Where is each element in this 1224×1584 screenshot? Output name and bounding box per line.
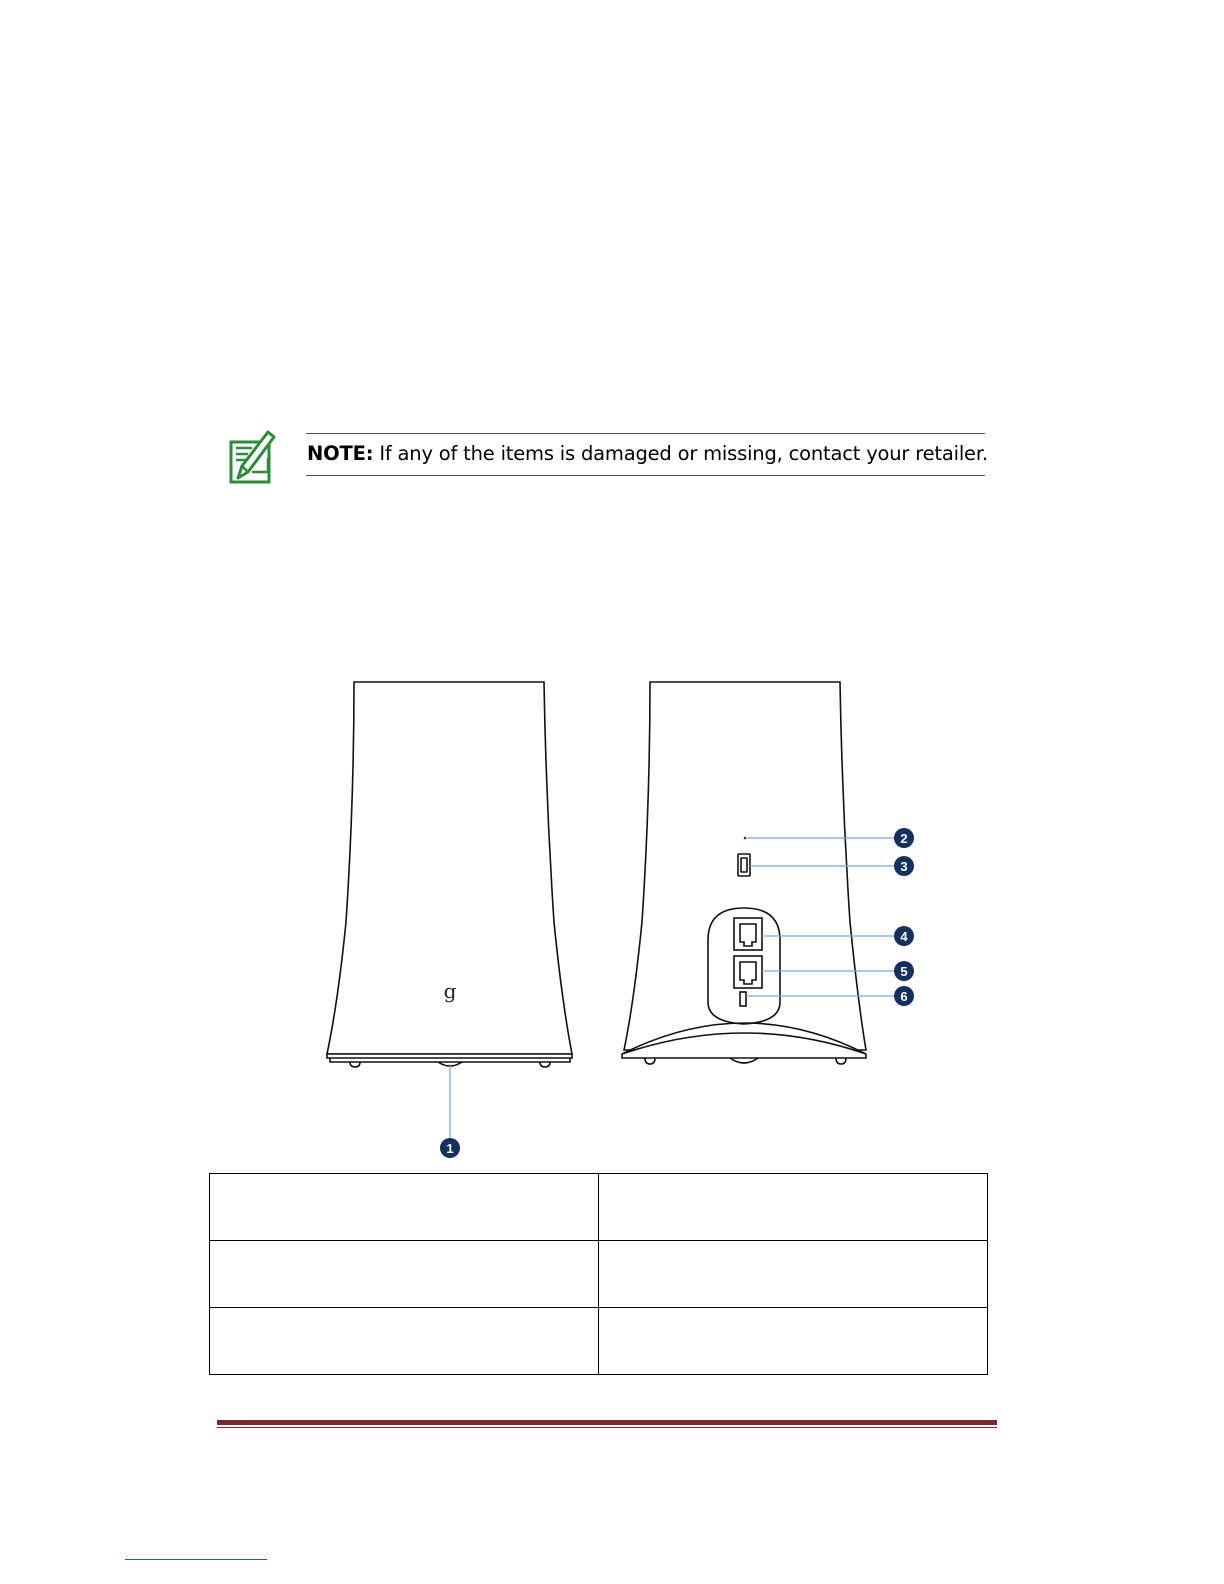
callout-legend-table [209,1173,988,1375]
note-body: If any of the items is damaged or missing, contact your retailer. [373,442,988,465]
callout-5 [894,961,914,981]
callout-3 [894,856,914,876]
callout-2-label: 2 [900,831,908,846]
callout-1-label: 1 [446,1141,454,1156]
footer-rule-thin [217,1427,997,1428]
table-cell [210,1174,599,1241]
table-row [210,1174,988,1241]
front-logo: g [443,979,457,1003]
footnote-separator [125,1559,267,1560]
table-cell [599,1308,988,1375]
reset-pinhole [744,837,747,840]
callout-1 [440,1138,460,1158]
router-back-view [622,682,866,1064]
table-cell [210,1308,599,1375]
callout-6-label: 6 [900,989,908,1004]
note-text [307,442,988,465]
note-rule-bottom [306,475,985,476]
table-row [210,1241,988,1308]
callout-6 [894,986,914,1006]
callout-3-label: 3 [900,859,908,874]
router-front-back-figure [300,672,940,1164]
callout-5-label: 5 [900,964,908,979]
table-cell [599,1241,988,1308]
callout-2 [894,828,914,848]
callout-4 [894,926,914,946]
callout-4-label: 4 [900,929,908,944]
table-cell [210,1241,599,1308]
router-front-view [327,682,572,1067]
table-row [210,1308,988,1375]
footer-rule [217,1420,997,1425]
note-pencil-icon [228,428,278,486]
note-rule-top [306,433,985,434]
table-cell [599,1174,988,1241]
note-label: NOTE: [307,442,374,465]
